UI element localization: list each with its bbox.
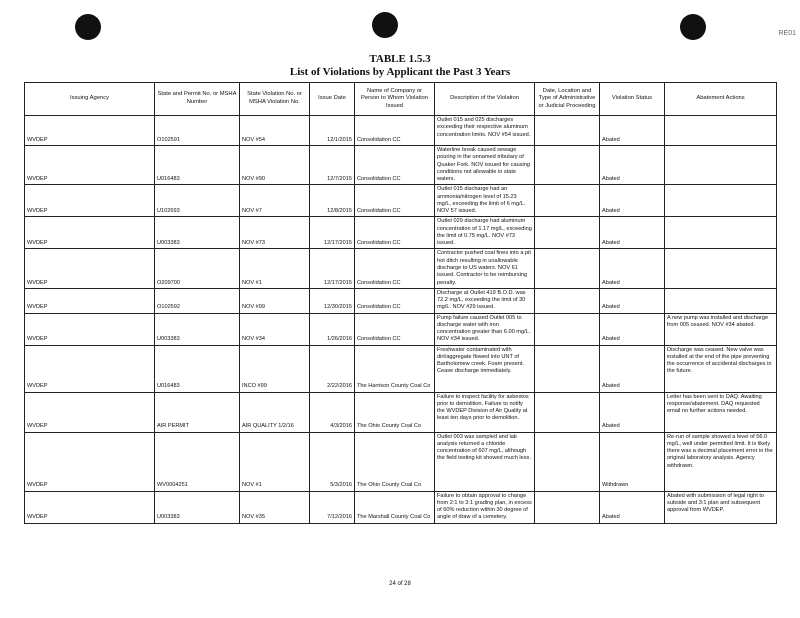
table-row — [25, 116, 777, 146]
cell-status: Abated — [600, 491, 665, 523]
cell-proceeding — [535, 116, 600, 146]
cell-description: Outlet 003 was sampled and lab analysis returned a chloride concentration of 607 mg/L, although the field testing kit showed much less. — [435, 432, 535, 491]
cell-proceeding — [535, 217, 600, 249]
table-row — [25, 249, 777, 288]
cell-permit: AIR PERMIT — [155, 392, 240, 432]
cell-agency: WVDEP — [25, 288, 155, 313]
cell-company: Consolidation CC — [355, 249, 435, 288]
col-issue-date: Issue Date — [310, 83, 355, 116]
cell-date: 4/3/2016 — [310, 392, 355, 432]
col-issuing-agency: Issuing Agency — [25, 83, 155, 116]
cell-abatement — [665, 185, 777, 217]
cell-company: The Ohio County Coal Co — [355, 392, 435, 432]
cell-company: Consolidation CC — [355, 146, 435, 185]
cell-description: Freshwater contaminated with dirt/aggregate flowed into UNT of Bartholomew creek. Foam present. Cease discharge immediately. — [435, 345, 535, 392]
cell-agency: WVDEP — [25, 491, 155, 523]
cell-status: Abated — [600, 313, 665, 345]
table-subtitle: List of Violations by Applicant the Past 3 Years — [289, 66, 511, 78]
cell-permit: WV0004251 — [155, 432, 240, 491]
col-status: Violation Status — [600, 83, 665, 116]
cell-violation: NOV #90 — [240, 146, 310, 185]
col-company: Name of Company or Person to Whom Violation Issued — [355, 83, 435, 116]
table-row — [25, 185, 777, 217]
cell-permit: U102693 — [155, 185, 240, 217]
cell-abatement — [665, 288, 777, 313]
table-row — [25, 313, 777, 345]
cell-proceeding — [535, 146, 600, 185]
cell-permit: U003383 — [155, 313, 240, 345]
cell-description: Discharge at Outlet 419 B.O.D. was 72.2 mg/L, exceeding the limit of 30 mg/L. NOV #29 issued. — [435, 288, 535, 313]
cell-company: Consolidation CC — [355, 313, 435, 345]
table-row — [25, 432, 777, 491]
table-header-row — [25, 83, 777, 116]
cell-status: Abated — [600, 392, 665, 432]
cell-date: 12/30/2015 — [310, 288, 355, 313]
col-abatement: Abatement Actions — [665, 83, 777, 116]
cell-abatement — [665, 217, 777, 249]
cell-violation: NOV #35 — [240, 491, 310, 523]
cell-abatement: Abated with submission of legal right to subside and 3:1 plan and subsequent approval from WVDEP. — [665, 491, 777, 523]
table-title: TABLE 1.5.3 — [369, 53, 431, 65]
cell-date: 12/8/2015 — [310, 185, 355, 217]
col-proceeding: Date, Location and Type of Administrative or Judicial Proceeding — [535, 83, 600, 116]
cell-violation: AIR QUALITY 1/2/16 — [240, 392, 310, 432]
binder-hole-right — [680, 14, 706, 40]
cell-date: 12/7/2015 — [310, 146, 355, 185]
cell-permit: U003383 — [155, 491, 240, 523]
violations-table — [24, 82, 777, 524]
cell-description: Outlet 015 and 025 discharges exceeding their respective aluminum concentration limits. NOV #54 issued. — [435, 116, 535, 146]
cell-status: Abated — [600, 116, 665, 146]
cell-date: 5/3/2016 — [310, 432, 355, 491]
cell-company: The Ohio County Coal Co — [355, 432, 435, 491]
cell-company: Consolidation CC — [355, 288, 435, 313]
cell-permit: O102592 — [155, 288, 240, 313]
cell-company: The Marshall County Coal Co — [355, 491, 435, 523]
cell-status: Abated — [600, 217, 665, 249]
table-row — [25, 345, 777, 392]
cell-violation: INCO #99 — [240, 345, 310, 392]
cell-date: 2/22/2016 — [310, 345, 355, 392]
cell-proceeding — [535, 491, 600, 523]
table-row — [25, 146, 777, 185]
cell-company: Consolidation CC — [355, 185, 435, 217]
cell-agency: WVDEP — [25, 116, 155, 146]
cell-status: Withdrawn — [600, 432, 665, 491]
cell-date: 12/1/2015 — [310, 116, 355, 146]
cell-date: 7/12/2016 — [310, 491, 355, 523]
binder-hole-left — [75, 14, 101, 40]
cell-status: Abated — [600, 146, 665, 185]
cell-abatement — [665, 249, 777, 288]
binder-hole-center — [372, 12, 398, 38]
cell-company: The Harrison County Coal Co — [355, 345, 435, 392]
cell-description: Contractor pushed coal fines into a pit hot ditch resulting in unallowable discharge to US waters. NOV 61 issued. Contractor to be reimbursing penalty. — [435, 249, 535, 288]
col-permit-number: State and Permit No. or MSHA Number — [155, 83, 240, 116]
cell-violation: NOV #99 — [240, 288, 310, 313]
cell-description: Failure to obtain approval to change from 2:1 to 3:1 grading plan, in excess of 60% reduction within 30 degree of angle of draw of a cemetery. — [435, 491, 535, 523]
cell-proceeding — [535, 249, 600, 288]
cell-agency: WVDEP — [25, 185, 155, 217]
table-row — [25, 392, 777, 432]
cell-agency: WVDEP — [25, 313, 155, 345]
table-row — [25, 217, 777, 249]
cell-proceeding — [535, 313, 600, 345]
cell-abatement: Letter has been sent to DAQ. Awaiting response/abatement. DAQ requested email no further actions needed. — [665, 392, 777, 432]
table-row — [25, 288, 777, 313]
cell-status: Abated — [600, 345, 665, 392]
cell-company: Consolidation CC — [355, 217, 435, 249]
cell-permit: U016483 — [155, 146, 240, 185]
cell-date: 1/26/2016 — [310, 313, 355, 345]
cell-abatement: Re-run of sample showed a level of 56.0 mg/L, well under permitted limit. It is likely there was a decimal placement error in the original laboratory analysis. Agency withdrawn. — [665, 432, 777, 491]
cell-permit: O102591 — [155, 116, 240, 146]
cell-abatement: Discharge was ceased. New valve was installed at the end of the pipe preventing the occurrence of accidental discharges in the future. — [665, 345, 777, 392]
corner-code: RE01 — [778, 30, 796, 37]
cell-violation: NOV #73 — [240, 217, 310, 249]
cell-status: Abated — [600, 288, 665, 313]
col-description: Description of the Violation — [435, 83, 535, 116]
cell-proceeding — [535, 392, 600, 432]
cell-agency: WVDEP — [25, 432, 155, 491]
cell-proceeding — [535, 345, 600, 392]
cell-description: Outlet 029 discharge had aluminum concentration of 1.17 mg/L, exceeding the limit of 0.75 mg/L. NOV #73 issued. — [435, 217, 535, 249]
cell-date: 12/17/2015 — [310, 217, 355, 249]
cell-violation: NOV #34 — [240, 313, 310, 345]
cell-description: Failure to inspect facility for asbestos prior to demolition. Failure to notify the WVDEP Division of Air Quality at least ten days prior to demolition. — [435, 392, 535, 432]
cell-proceeding — [535, 432, 600, 491]
cell-proceeding — [535, 288, 600, 313]
cell-agency: WVDEP — [25, 392, 155, 432]
cell-agency: WVDEP — [25, 249, 155, 288]
cell-abatement — [665, 116, 777, 146]
cell-violation: NOV #7 — [240, 185, 310, 217]
cell-agency: WVDEP — [25, 146, 155, 185]
cell-abatement — [665, 146, 777, 185]
cell-company: Consolidation CC — [355, 116, 435, 146]
table-row — [25, 491, 777, 523]
cell-agency: WVDEP — [25, 345, 155, 392]
cell-agency: WVDEP — [25, 217, 155, 249]
cell-status: Abated — [600, 185, 665, 217]
cell-status: Abated — [600, 249, 665, 288]
cell-permit: O209700 — [155, 249, 240, 288]
cell-proceeding — [535, 185, 600, 217]
cell-violation: NOV #1 — [240, 249, 310, 288]
col-violation-number: State Violation No. or MSHA Violation No. — [240, 83, 310, 116]
cell-violation: NOV #1 — [240, 432, 310, 491]
cell-description: Waterline break caused sewage pouring in the unnamed tributary of Quaker Fork. NOV issued for causing conditions not allowable in state waters. — [435, 146, 535, 185]
page-number: 24 of 28 — [389, 581, 411, 587]
cell-abatement: A new pump was installed and discharge from 005 ceased. NOV #34 abated. — [665, 313, 777, 345]
cell-permit: U016483 — [155, 345, 240, 392]
cell-violation: NOV #54 — [240, 116, 310, 146]
cell-description: Pump failure caused Outlet 005 to discharge water with iron concentration greater than 6.00 mg/L. NOV #34 issued. — [435, 313, 535, 345]
cell-date: 12/17/2015 — [310, 249, 355, 288]
cell-description: Outlet 015 discharge had an ammonia/nitrogen level of 15.23 mg/L, exceeding the limit of 6 mg/L. NOV 57 issued. — [435, 185, 535, 217]
cell-permit: U003383 — [155, 217, 240, 249]
